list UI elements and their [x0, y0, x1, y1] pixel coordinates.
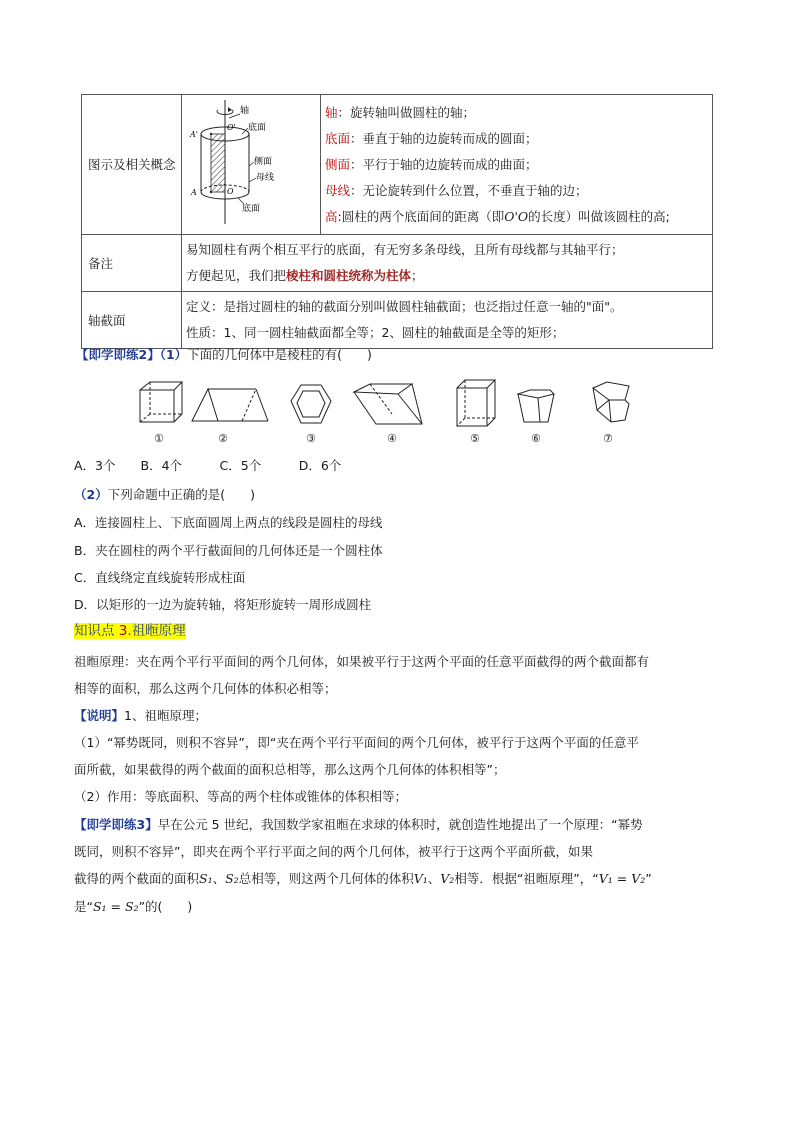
- label-side: 侧面: [254, 156, 273, 167]
- solid-label-4: ④: [387, 432, 397, 445]
- row-head-figure: 图示及相关概念: [82, 95, 182, 235]
- solid-6-frustum: [514, 388, 558, 426]
- note2: （2）作用：等底面积、等高的两个柱体或锥体的体积相等；: [74, 789, 407, 804]
- concept-definitions: [321, 95, 713, 235]
- q2-option-a: A．连接圆柱上、下底面圆周上两点的线段是圆柱的母线: [74, 515, 383, 530]
- solid-7-irregular: [589, 380, 635, 426]
- knowledge3-title: 知识点 3.祖暅原理: [74, 623, 186, 639]
- label-axis: 轴: [240, 105, 250, 116]
- practice3-line2: 既同，则积不容异”，即夹在两个平行平面之间的两个几何体，被平行于这两个平面所截，如果: [74, 844, 593, 859]
- note1-line1: （1）“幂势既同，则积不容异”，即“夹在两个平行平面间的两个几何体，被平行于这两个平面的任意平: [74, 735, 639, 750]
- axial-section-cell: [182, 292, 713, 349]
- knowledge3-para-line2: 相等的面积，那么这两个几何体的体积必相等；: [74, 681, 337, 696]
- remark-line2: 方便起见，我们把棱柱和圆柱统称为柱体；: [186, 268, 424, 283]
- knowledge3-note: 【说明】1、祖暅原理；: [74, 708, 207, 723]
- solid-label-7: ⑦: [603, 432, 613, 445]
- practice2-q1-options: A．3个 B．4个 C．5个 D．6个: [74, 458, 342, 473]
- solid-5-rect-prism: [453, 378, 499, 430]
- def-axis: 轴：旋转轴叫做圆柱的轴；: [325, 104, 476, 120]
- label-point-o-top: O': [227, 122, 236, 132]
- row-head-remark: 备注: [82, 235, 182, 292]
- label-top-base: 底面: [248, 122, 267, 133]
- note1-line2: 面所截，如果截得的两个截面的面积总相等，那么这两个几何体的体积相等”；: [74, 762, 506, 777]
- solid-1-cube: [138, 380, 186, 426]
- solid-label-3: ③: [306, 432, 316, 445]
- solid-label-5: ⑤: [470, 432, 480, 445]
- solid-2-triangular-prism: [188, 385, 274, 425]
- def-height: 高:圆柱的两个底面间的距离（即O'O的长度）叫做该圆柱的高;: [325, 208, 670, 224]
- solid-3-hexagon: [289, 383, 333, 427]
- practice3-line3: 截得的两个截面的面积S₁、S₂总相等，则这两个几何体的体积V₁、V₂相等．根据“祖暅原理”，“V₁ = V₂”: [74, 871, 652, 886]
- q2-option-b: B．夹在圆柱的两个平行截面间的几何体还是一个圆柱体: [74, 543, 383, 558]
- solid-label-1: ①: [154, 432, 164, 445]
- row-head-axial-section: 轴截面: [82, 292, 182, 349]
- label-bottom-base: 底面: [242, 203, 261, 214]
- def-generatrix: 母线：无论旋转到什么位置，不垂直于轴的边；: [325, 182, 588, 198]
- practice3-line1: 【即学即练3】早在公元 5 世纪，我国数学家祖暅在求球的体积时，就创造性地提出了一个原理：“幂势: [74, 817, 643, 832]
- q2-option-d: D．以矩形的一边为旋转轴，将矩形旋转一周形成圆柱: [74, 597, 372, 612]
- solid-label-2: ②: [218, 432, 228, 445]
- knowledge3-para-line1: 祖暅原理：夹在两个平行平面间的两个几何体，如果被平行于这两个平面的任意平面截得的两个截面都有: [74, 654, 650, 669]
- label-generatrix: 母线: [256, 172, 275, 183]
- axial-def: 定义：是指过圆柱的轴的截面分别叫做圆柱轴截面；也泛指过任意一轴的"面"。: [186, 299, 623, 314]
- label-point-o-bottom: O: [227, 186, 234, 196]
- label-point-a-top: A': [190, 129, 198, 139]
- remark-line1: 易知圆柱有两个相互平行的底面，有无穷多条母线，且所有母线都与其轴平行；: [186, 242, 624, 257]
- solid-4-oblique-prism: [352, 382, 428, 428]
- axial-property: 性质：1、同一圆柱轴截面都全等；2、圆柱的轴截面是全等的矩形；: [186, 325, 565, 340]
- cylinder-diagram: [182, 96, 320, 234]
- q2-option-c: C．直线绕定直线旋转形成柱面: [74, 570, 246, 585]
- def-base: 底面：垂直于轴的边旋转而成的圆面；: [325, 130, 538, 146]
- solid-label-6: ⑥: [531, 432, 541, 445]
- remark-cell: [182, 235, 713, 292]
- cylinder-figure-cell: [182, 95, 321, 235]
- label-point-a-bottom: A: [191, 187, 197, 197]
- concept-table: [81, 94, 713, 349]
- def-side: 侧面：平行于轴的边旋转而成的曲面；: [325, 156, 538, 172]
- practice2-q1: 【即学即练2】（1）下面的几何体中是棱柱的有( ): [76, 347, 372, 362]
- practice3-line4: 是“S₁ = S₂”的( ): [74, 899, 193, 914]
- practice2-q2: （2）下列命题中正确的是( ): [74, 487, 255, 502]
